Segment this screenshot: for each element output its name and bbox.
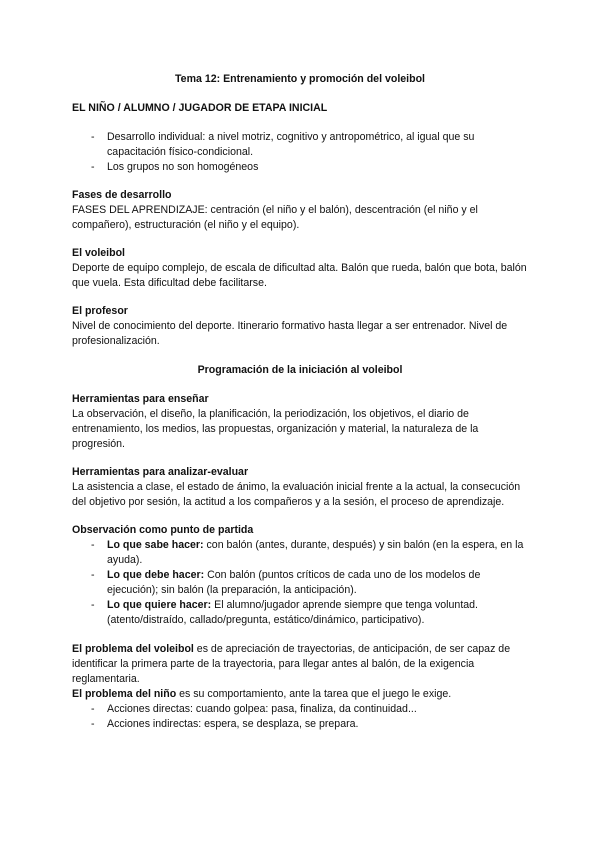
problema-nino-text: es su comportamiento, ante la tarea que el juego le exige. <box>176 688 452 700</box>
acciones-list <box>72 702 528 732</box>
paragraph-problema-voleibol <box>72 642 528 687</box>
list-item: - Acciones indirectas: espera, se desplaza, se prepara. <box>72 717 528 732</box>
problema-voleibol-text: es de apreciación de trayectorias, de anticipación, de ser capaz de identificar la primera parte de la trayectoria, para llegar antes al balón, de la exigencia reglamentaria. <box>72 643 511 685</box>
list-item <box>72 568 528 598</box>
section-heading-programacion: Programación de la iniciación al voleibol <box>197 364 403 376</box>
paragraph-herramientas-evaluar: La asistencia a clase, el estado de ánimo, la evaluación inicial frente a la actual, la consecución del objetivo por sesión, la actitud a los compañeros y a la sesión, el proceso de aprendizaje. <box>72 481 521 508</box>
item-text: Con balón (puntos críticos de cada uno de los modelos de ejecución); sin balón (la preparación, la anticipación). <box>107 569 481 596</box>
list-item: - Desarrollo individual: a nivel motriz, cognitivo y antropométrico, al igual que su capacitación físico-condicional. <box>72 130 528 160</box>
heading-profesor: El profesor <box>72 305 128 317</box>
item-text: El alumno/jugador aprende siempre que tenga voluntad. (atento/distraído, callado/pregunta, estático/dinámico, participativo). <box>107 599 478 626</box>
heading-observacion: Observación como punto de partida <box>72 524 254 536</box>
item-label: Lo que quiere hacer: <box>107 599 212 611</box>
nino-bullet-list <box>72 130 528 175</box>
heading-fases: Fases de desarrollo <box>72 189 172 201</box>
list-item <box>72 598 528 628</box>
problema-nino-label: El problema del niño <box>72 688 177 700</box>
observacion-list <box>72 538 528 628</box>
item-label: Lo que debe hacer: <box>107 569 205 581</box>
paragraph-problema-nino <box>72 687 528 702</box>
paragraph-fases: FASES DEL APRENDIZAJE: centración (el niño y el balón), descentración (el niño y el compañero), estructuración (el niño y el equipo). <box>72 204 478 231</box>
paragraph-profesor: Nivel de conocimiento del deporte. Itinerario formativo hasta llegar a ser entrenador. Nivel de profesionalización. <box>72 320 508 347</box>
item-label: Lo que sabe hacer: <box>107 539 204 551</box>
problema-voleibol-label: El problema del voleibol <box>72 643 194 655</box>
item-text: con balón (antes, durante, después) y sin balón (en la espera, en la ayuda). <box>107 539 524 566</box>
paragraph-voleibol: Deporte de equipo complejo, de escala de dificultad alta. Balón que rueda, balón que bota, balón que vuela. Esta dificultad debe facilitarse. <box>72 262 527 289</box>
heading-herramientas-evaluar: Herramientas para analizar-evaluar <box>72 466 249 478</box>
list-item <box>72 538 528 568</box>
paragraph-herramientas-ensenar: La observación, el diseño, la planificación, la periodización, los objetivos, el diario de entrenamiento, los medios, las propuestas, organización y material, la naturaleza de la progresión. <box>72 408 479 450</box>
heading-herramientas-ensenar: Herramientas para enseñar <box>72 393 209 405</box>
list-item: - Acciones directas: cuando golpea: pasa, finaliza, da continuidad... <box>72 702 528 717</box>
document-title: Tema 12: Entrenamiento y promoción del voleibol <box>175 73 425 85</box>
section-heading-nino: EL NIÑO / ALUMNO / JUGADOR DE ETAPA INICIAL <box>72 102 328 114</box>
heading-voleibol: El voleibol <box>72 247 125 259</box>
list-item: - Los grupos no son homogéneos <box>72 160 528 175</box>
